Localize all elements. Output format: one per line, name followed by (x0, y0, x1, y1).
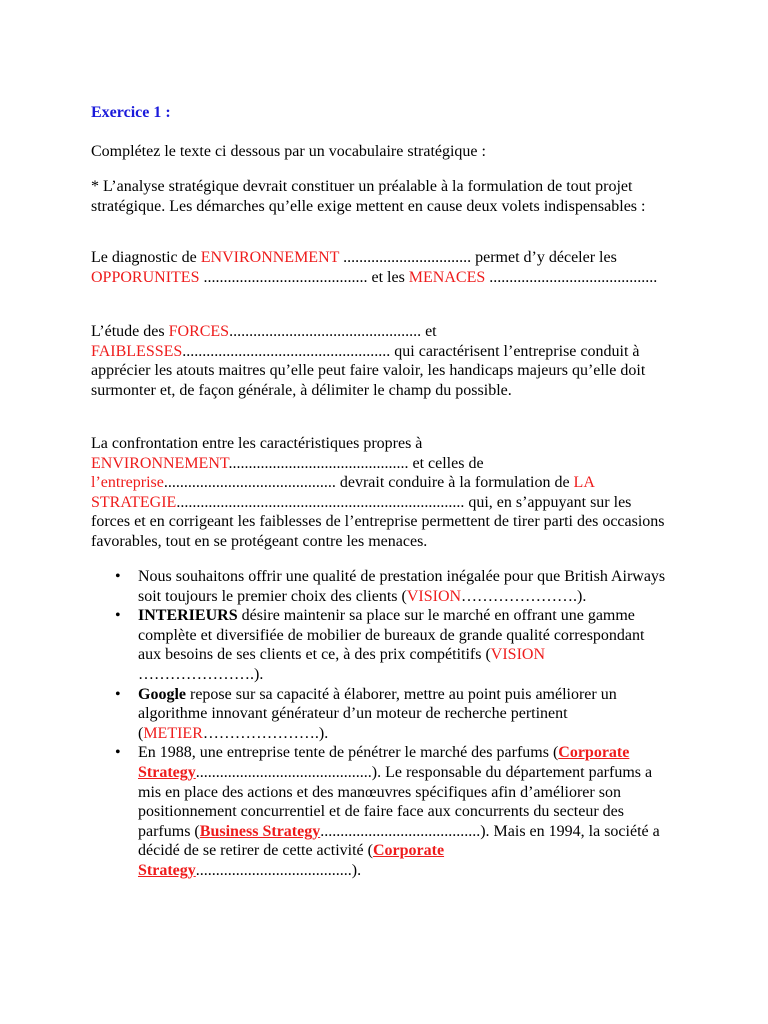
list-item (91, 567, 671, 606)
text: ............................................). Le responsable du département parfums a mis en place des actions et des manœuvres spécifiques afin d’améliorer son positionnement concurrentiel et de faire face aux concurrents du secteur des parfums ( (138, 763, 653, 840)
instruction: Complétez le texte ci dessous par un vocabulaire stratégique : (91, 143, 486, 160)
list-item (91, 743, 671, 880)
answer-environnement: ENVIRONNEMENT (200, 249, 340, 266)
text: .......................................... (485, 268, 658, 286)
answer-forces: FORCES (168, 323, 230, 340)
bullet-icon: • (115, 744, 121, 762)
text: En 1988, une entreprise tente de pénétrer le marché des parfums ( (138, 744, 559, 762)
answer-metier: METIER (143, 724, 203, 742)
text: .................................................... qui caractérisent l’entreprise conduit à apprécier les atouts maitres qu’elle peut faire valoir, les handicaps majeurs qu’elle doit surmonter et, de façon générale, à délimiter le champ du possible. (91, 342, 646, 399)
text: ........................................... devrait conduire à la formulation de (163, 474, 574, 492)
text: La confrontation entre les caractéristiques propres à (91, 435, 423, 452)
text: ........................................................................ qui, en s’appuyant sur les forces et en corrigeant les faiblesses de l’entreprise permettent de tirer parti des occasions favorables, tout en se protégeant contre les menaces. (91, 493, 665, 550)
text: ………………….). (461, 587, 587, 605)
company-name: INTERIEURS (138, 607, 238, 625)
text: Nous souhaitons offrir une qualité de prestation inégalée pour que British Airways soit toujours le premier choix des clients ( (138, 568, 666, 605)
text: repose sur sa capacité à élaborer, mettre au point puis améliorer un algorithme innovant générateur d’un moteur de recherche pertinent ( (138, 685, 617, 742)
answer-business-strategy: Business Strategy (199, 822, 321, 840)
paragraph-diagnostic (91, 248, 671, 287)
text: ............................................. et celles de (228, 454, 484, 472)
text: Le diagnostic de (91, 249, 201, 266)
bullet-icon: • (115, 607, 121, 625)
text: ................................ permet d’y déceler les (339, 249, 617, 266)
text: ………………….). (138, 665, 264, 683)
answer-la-strategie: LA STRATEGIE (91, 474, 594, 511)
answer-opportunites: OPPORUNITES (91, 268, 200, 286)
text: ........................................). Mais en 1994, la société a décidé de se retirer de cette activité ( (138, 822, 660, 860)
text: désire maintenir sa place sur le marché en offrant une gamme complète et diversifiée de mobilier de bureaux de grande qualité correspondant aux besoins de ses clients et ce, à des prix compétitifs ( (138, 607, 645, 664)
bullet-icon: • (115, 568, 121, 585)
list-item (91, 606, 671, 684)
answer-environnement: ENVIRONNEMENT (91, 454, 229, 472)
paragraph-confrontation (91, 434, 671, 552)
list-item (91, 685, 671, 744)
text: ………………….). (202, 724, 329, 742)
text: ................................................ et (229, 323, 437, 340)
text: L’étude des (91, 323, 169, 340)
text: ......................................... et les (199, 268, 409, 286)
answer-vision: VISION (406, 587, 462, 605)
answer-faiblesses: FAIBLESSES (91, 342, 183, 360)
answer-corporate-strategy: Corporate Strategy (138, 744, 630, 781)
company-name: Google (138, 685, 186, 703)
answer-corporate-strategy: Corporate Strategy (138, 842, 445, 879)
answer-vision: VISION (490, 646, 546, 664)
text: .......................................). (195, 861, 362, 879)
answer-menaces: MENACES (408, 268, 486, 286)
intro-paragraph: * L’analyse stratégique devrait constituer un préalable à la formulation de tout projet stratégique. Les démarches qu’elle exige mettent en cause deux volets indispensables : (91, 178, 646, 215)
answer-entreprise: l’entreprise (91, 474, 164, 492)
paragraph-etude (91, 322, 671, 400)
bullet-icon: • (115, 685, 121, 703)
bullet-list (91, 567, 671, 881)
exercise-title: Exercice 1 : (91, 104, 171, 121)
